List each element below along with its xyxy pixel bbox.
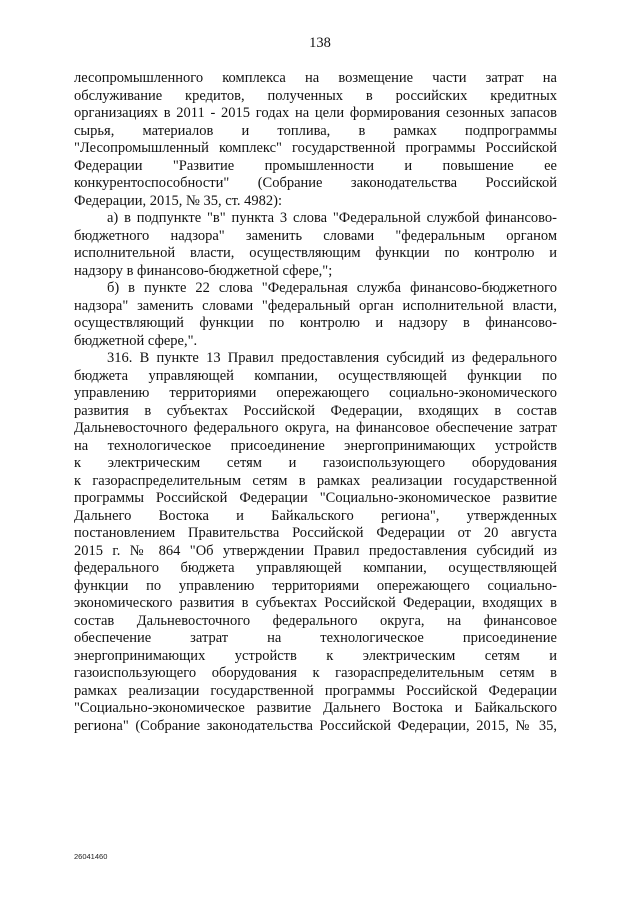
text-line: к электрическим сетям и газоиспользующего оборудования	[74, 455, 557, 471]
text-line: программы Российской Федерации "Социально-экономическое развитие	[74, 490, 557, 506]
text-line: энергопринимающих устройств к электрическим сетям и	[74, 647, 557, 664]
text-line: "Социально-экономическое развитие Дальнего Востока и Байкальского	[74, 700, 557, 716]
text-line: сырья, материалов и топлива, в рамках подпрограммы	[74, 122, 557, 139]
text-line: Федерации, 2015, № 35, ст. 4982):	[74, 192, 282, 209]
text-line: газоиспользующего оборудования к газораспределительным сетям в	[74, 665, 557, 681]
text-line: на технологическое присоединение энергопринимающих устройств	[74, 437, 557, 454]
text-line: организациях в 2011 - 2015 годах на цели формирования сезонных запасов	[74, 105, 557, 121]
text-line: осуществляющий функции по контролю и надзору в финансово-	[74, 315, 557, 331]
text-line: надзора" заменить словами "федеральный орган исполнительной власти,	[74, 297, 557, 314]
text-line: Дальневосточного федерального округа, на финансовое обеспечение затрат	[74, 420, 557, 436]
document-code: 26041460	[74, 852, 108, 861]
text-line: обеспечение затрат на технологическое присоединение	[74, 630, 557, 646]
text-line: Федерации "Развитие промышленности и повышение ее	[74, 157, 557, 174]
text-line: состав Дальневосточного федерального округа, на финансовое	[74, 612, 557, 629]
text-line: к газораспределительным сетям в рамках реализации государственной	[74, 472, 557, 489]
text-line: надзору в финансово-бюджетной сфере,";	[74, 262, 333, 279]
text-line: экономического развития в субъектах Российской Федерации, входящих в	[74, 595, 557, 611]
text-line: "Лесопромышленный комплекс" государственной программы Российской	[74, 140, 557, 156]
text-line: Дальнего Востока и Байкальского региона", утвержденных	[74, 507, 557, 524]
text-line: бюджетной сфере,".	[74, 332, 198, 349]
text-line: региона" (Собрание законодательства Российской Федерации, 2015, № 35,	[74, 717, 557, 734]
text-line: 316. В пункте 13 Правил предоставления субсидий из федерального	[107, 350, 557, 366]
text-line: постановлением Правительства Российской Федерации от 20 августа	[74, 525, 557, 541]
page-number: 138	[309, 35, 331, 51]
text-line: рамках реализации государственной программы Российской Федерации	[74, 682, 557, 699]
text-line: а) в подпункте "в" пункта 3 слова "Федеральной службой финансово-	[107, 210, 557, 226]
text-line: б) в пункте 22 слова "Федеральная служба финансово-бюджетного	[107, 280, 557, 296]
text-line: лесопромышленного комплекса на возмещение части затрат на	[74, 70, 557, 86]
text-line: обслуживание кредитов, полученных в российских кредитных	[74, 87, 557, 104]
text-line: управлению территориями опережающего социально-экономического	[74, 385, 557, 401]
document-body	[74, 70, 557, 735]
text-line: федерального бюджета управляющей компании, осуществляющей	[74, 560, 557, 576]
text-line: 2015 г. № 864 "Об утверждении Правил предоставления субсидий из	[74, 542, 557, 559]
text-line: исполнительной власти, осуществляющим функции по контролю и	[74, 245, 557, 261]
text-line: бюджетного надзора" заменить словами "федеральным органом	[74, 227, 557, 244]
text-line: конкурентоспособности" (Собрание законодательства Российской	[74, 175, 557, 191]
text-line: бюджета управляющей компании, осуществляющей функции по	[74, 367, 557, 384]
text-line: функции по управлению территориями опережающего социально-	[74, 577, 557, 594]
text-line: развития в субъектах Российской Федерации, входящих в состав	[74, 402, 557, 419]
